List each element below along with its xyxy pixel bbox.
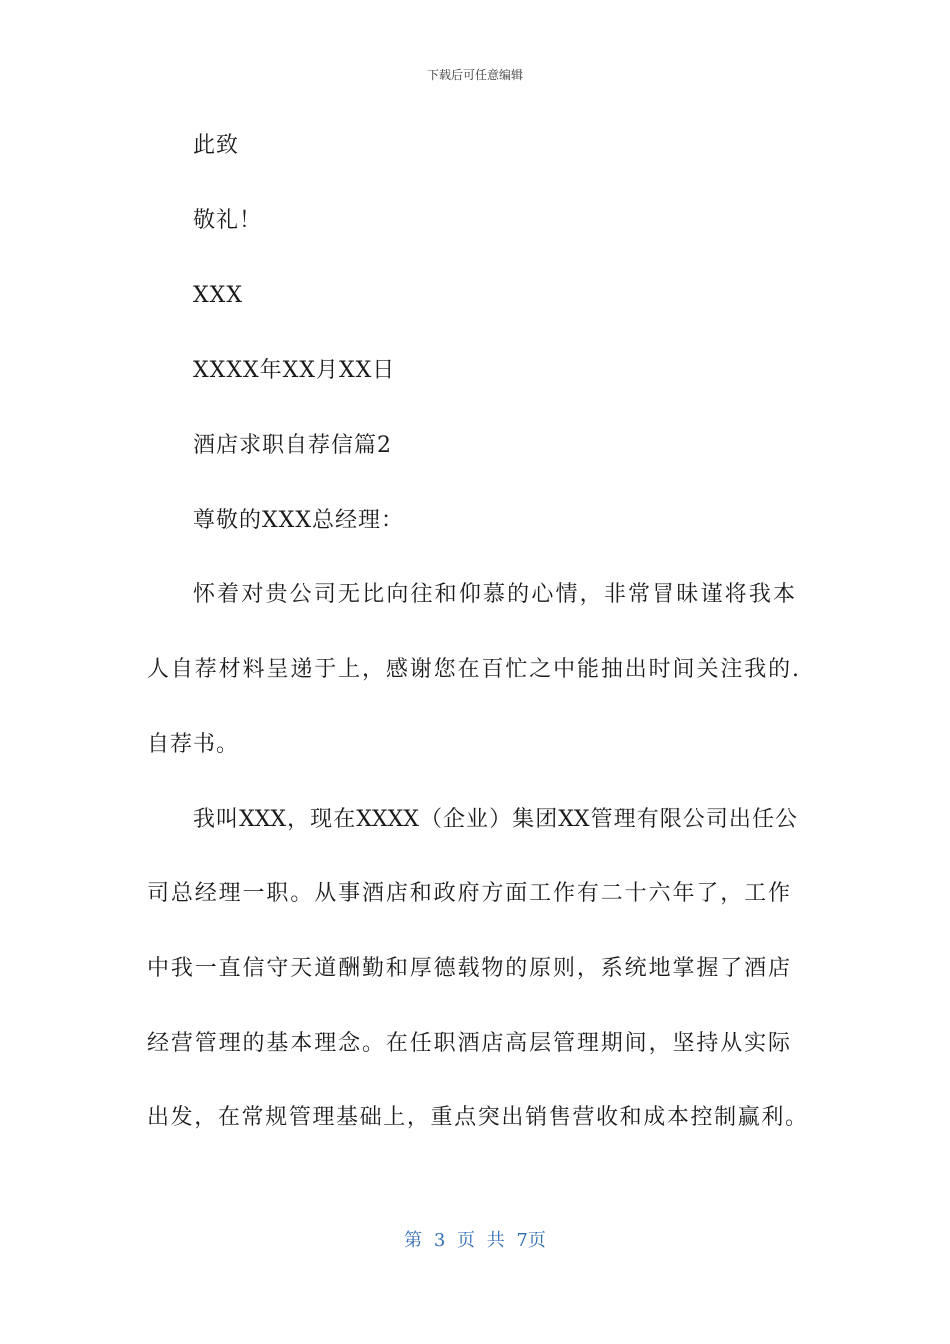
header-note: 下载后可任意编辑 bbox=[426, 68, 523, 82]
paragraph-2-line-3: 中我一直信守天道酬勤和厚德载物的原则，系统地掌握了酒店 bbox=[147, 956, 790, 981]
date-line: XXXX年XX月XX日 bbox=[193, 358, 396, 383]
paragraph-2-line-1: 我叫XXX，现在XXXX（企业）集团XX管理有限公司出任公 bbox=[193, 807, 797, 832]
salute-line: 敬礼！ bbox=[193, 208, 263, 233]
section-title: 酒店求职自荐信篇2 bbox=[193, 433, 392, 458]
paragraph-2-line-5: 出发，在常规管理基础上，重点突出销售营收和成本控制赢利。 bbox=[147, 1105, 807, 1130]
paragraph-1-line-1: 怀着对贵公司无比向往和仰慕的心情，非常冒昧谨将我本 bbox=[193, 582, 795, 607]
paragraph-1-line-3: 自荐书。 bbox=[147, 732, 240, 757]
paragraph-1-line-2: 人自荐材料呈递于上，感谢您在百忙之中能抽出时间关注我的. bbox=[147, 657, 799, 682]
closing-line: 此致 bbox=[193, 133, 240, 158]
paragraph-2-line-2: 司总经理一职。从事酒店和政府方面工作有二十六年了，工作 bbox=[147, 881, 790, 906]
paragraph-2-line-4: 经营管理的基本理念。在任职酒店高层管理期间，坚持从实际 bbox=[147, 1031, 790, 1056]
greeting-line: 尊敬的XXX总经理： bbox=[193, 508, 404, 533]
page-number: 第 3 页 共 7页 bbox=[404, 1230, 546, 1251]
signature-line: XXX bbox=[193, 283, 243, 308]
